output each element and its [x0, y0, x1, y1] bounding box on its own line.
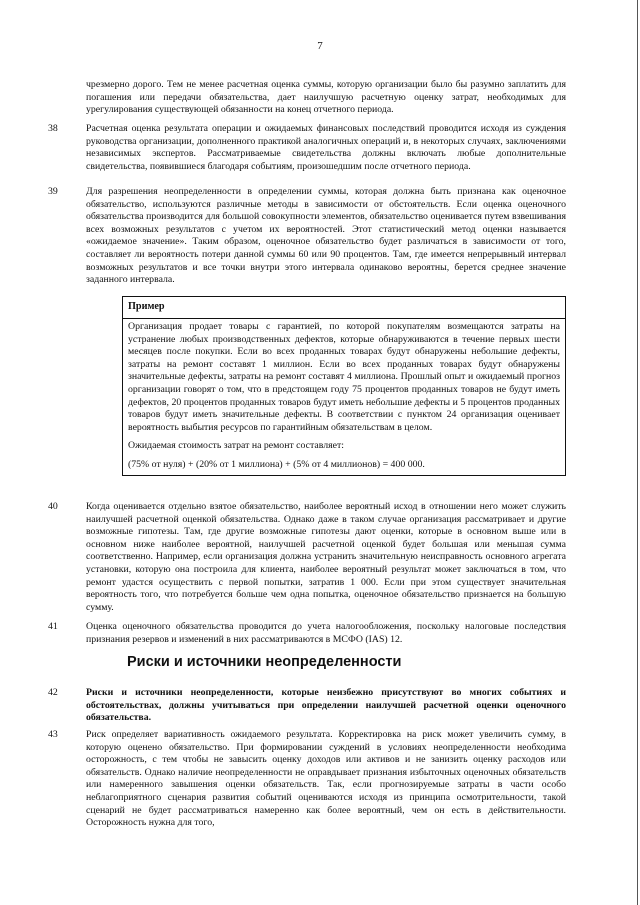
section-heading: Риски и источники неопределенности [127, 654, 402, 670]
paragraph-39 [48, 186, 566, 287]
paragraph-text: Риски и источники неопределенности, которые неизбежно присутствуют во многих событиях и обстоятельствах, должны учитываться при определении наилучшей расчетной оценки оценочного обязательства. [86, 687, 566, 724]
paragraph-number: 41 [48, 621, 58, 632]
paragraph-text: Когда оценивается отдельно взятое обязательство, наиболее вероятный исход в отношении него может служить наилучшей расчетной оценкой обязательства. Однако даже в таком случае организация рассматривает и другие возможные гипотезы. Там, где другие возможные гипотезы дают оценки, которые в основном выше или в основном ниже наиболее вероятной, наилучшей расчетной оценкой будет большая или меньшая сумма соответственно. Например, если организация должна устранить значительную неисправность основного агрегата установки, которую она построила для клиента, наиболее вероятный результат может заключаться в том, что ремонт удастся осуществить с первой попытки, затратив 1 000. Если при этом существует значительная вероятность того, что потребуется больше чем одна попытка, оценочное обязательство признается на большую сумму. [86, 501, 566, 613]
paragraph-43 [48, 729, 566, 830]
example-body [123, 319, 565, 472]
paragraph-38 [48, 123, 566, 173]
paragraph-number: 39 [48, 186, 58, 197]
paragraph-text: Риск определяет вариативность ожидаемого результата. Корректировка на риск может увеличить сумму, в которую оценено обязательство. При формировании суждений в условиях неопределенности необходима осторожность, с тем чтобы не завысить оценку доходов или активов и не занизить оценку расходов или обязательств. Однако наличие неопределенности не оправдывает признания избыточных оценочных обязательств или намеренного завышения оценки обязательств. Так, если прогнозируемые затраты в части особо неблагоприятного сценария развития событий оцениваются исходя из принципа осмотрительности, такой сценарий не будет рассматриваться намеренно как более вероятный, чем он есть в действительности. Осторожность нужна для того, [86, 729, 566, 829]
example-box [122, 296, 566, 476]
scan-edge-line [637, 0, 638, 905]
paragraph-number: 43 [48, 729, 58, 740]
example-formula: (75% от нуля) + (20% от 1 миллиона) + (5% от 4 миллионов) = 400 000. [128, 458, 425, 470]
paragraph-text: Оценка оценочного обязательства проводится до учета налогообложения, поскольку налоговые последствия признания резервов и изменений в них рассматриваются в МСФО (IAS) 12. [86, 621, 566, 645]
page-number: 7 [317, 40, 323, 52]
paragraph-number: 42 [48, 687, 58, 698]
example-paragraph: Ожидаемая стоимость затрат на ремонт составляет: [128, 440, 345, 452]
example-title: Пример [123, 297, 565, 319]
paragraph-42 [48, 687, 566, 725]
example-paragraph: Организация продает товары с гарантией, по которой покупателям возмещаются затраты на устранение любых производственных дефектов, которые обнаруживаются в течение первых шести месяцев после покупки. Если во всех проданных товарах будут обнаружены небольшие дефекты, затраты на ремонт составят 1 миллион. Если во всех проданных товарах будут обнаружены значительные дефекты, затраты на ремонт составят 4 миллиона. Прошлый опыт и ожидаемый прогноз организации говорят о том, что в предстоящем году 75 процентов проданных товаров не будут иметь дефектов, 20 процентов проданных товаров будут иметь небольшие дефекты и 5 процентов проданных товаров будут иметь значительные дефекты. В соответствии с пунктом 24 организация оценивает вероятность выбытия ресурсов по гарантийным обязательствам в целом. [128, 321, 560, 433]
paragraph-text: Расчетная оценка результата операции и ожидаемых финансовых последствий проводится исходя из суждения руководства организации, дополненного практикой аналогичных операций и, в некоторых случаях, заключениями независимых экспертов. Рассматриваемые свидетельства должны включать любые дополнительные свидетельства, появившиеся благодаря событиям, произошедшим после отчетного периода. [86, 123, 566, 172]
paragraph-text: чрезмерно дорого. Тем не менее расчетная оценка суммы, которую организации было бы разумно заплатить для погашения или передачи обязательства, дает наилучшую расчетную оценку затрат, необходимых для урегулирования существующей обязанности на конец отчетного периода. [86, 79, 566, 116]
paragraph-41 [48, 621, 566, 646]
paragraph-number: 38 [48, 123, 58, 134]
paragraph-text: Для разрешения неопределенности в определении суммы, которая должна быть признана как оценочное обязательство, используются различные методы в зависимости от обстоятельств. Если оценка оценочного обязательства производится для большой совокупности элементов, обязательство оценивается путем взвешивания всех возможных результатов с учетом их вероятностей. Этот статистический метод оценки называется «ожидаемое значение». Таким образом, оценочное обязательство будет различаться в зависимости от того, составляет ли вероятность потери данной суммы 60 или 90 процентов. Там, где имеется непрерывный интервал возможных результатов и все точки внутри этого интервала одинаково вероятны, берется среднее значение заданного интервала. [86, 186, 566, 286]
paragraph-40 [48, 501, 566, 614]
paragraph-number: 40 [48, 501, 58, 512]
paragraph-continued [86, 79, 566, 117]
